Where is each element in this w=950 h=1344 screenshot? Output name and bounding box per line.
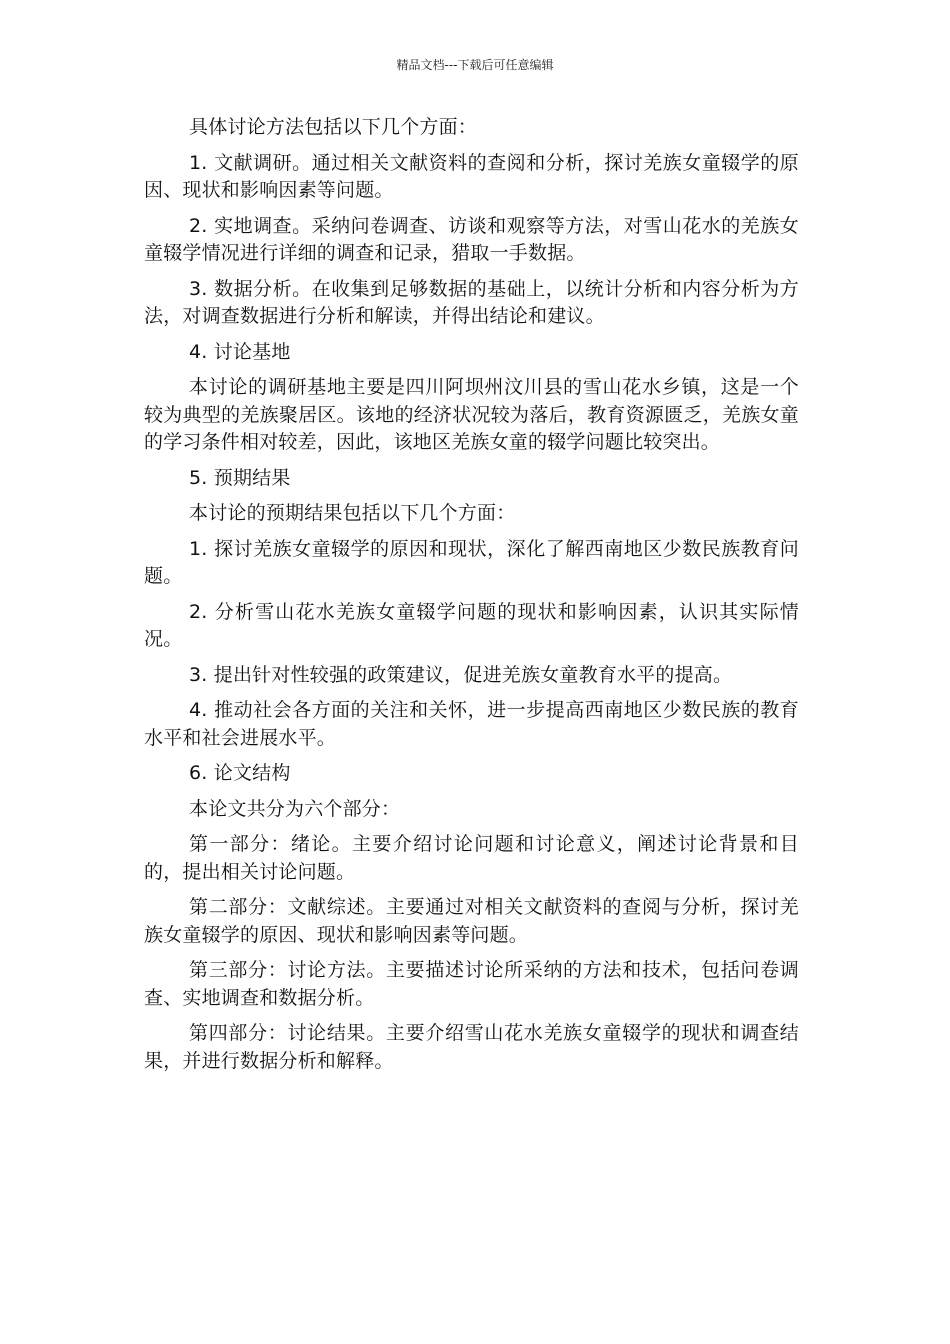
paragraph-result-4: 4. 推动社会各方面的关注和关怀，进一步提高西南地区少数民族的教育水平和社会进展水平。 (144, 699, 799, 749)
paragraph-part-2: 第二部分：文献综述。主要通过对相关文献资料的查阅与分析，探讨羌族女童辍学的原因、现状和影响因素等问题。 (144, 896, 799, 946)
paragraph-methods-intro: 具体讨论方法包括以下几个方面： (189, 116, 478, 138)
paragraph-part-1: 第一部分：绪论。主要介绍讨论问题和讨论意义，阐述讨论背景和目的，提出相关讨论问题。 (144, 833, 799, 883)
paragraph-base-description: 本讨论的调研基地主要是四川阿坝州汶川县的雪山花水乡镇，这是一个较为典型的羌族聚居区。该地的经济状况较为落后，教育资源匮乏，羌族女童的学习条件相对较差，因此，该地区羌族女童的辍学问题比较突出。 (144, 376, 799, 453)
paragraph-results-intro: 本讨论的预期结果包括以下几个方面： (189, 502, 516, 524)
document-body (144, 114, 799, 1083)
paragraph-result-3: 3. 提出针对性较强的政策建议，促进羌族女童教育水平的提高。 (189, 663, 733, 686)
paragraph-result-2: 2. 分析雪山花水羌族女童辍学问题的现状和影响因素，认识其实际情况。 (144, 600, 799, 650)
paragraph-part-3: 第三部分：讨论方法。主要描述讨论所采纳的方法和技术，包括问卷调查、实地调查和数据分析。 (144, 959, 799, 1009)
paragraph-result-1: 1. 探讨羌族女童辍学的原因和现状，深化了解西南地区少数民族教育问题。 (144, 537, 799, 587)
section-heading-base: 4. 讨论基地 (189, 340, 291, 363)
paragraph-structure-intro: 本论文共分为六个部分： (189, 797, 401, 820)
paragraph-method-analysis: 3. 数据分析。在收集到足够数据的基础上，以统计分析和内容分析为方法，对调查数据进行分析和解读，并得出结论和建议。 (144, 277, 799, 327)
section-heading-structure: 6. 论文结构 (189, 762, 291, 784)
paragraph-method-literature: 1. 文献调研。通过相关文献资料的查阅和分析，探讨羌族女童辍学的原因、现状和影响因素等问题。 (144, 151, 799, 201)
paragraph-method-fieldwork: 2. 实地调查。采纳问卷调查、访谈和观察等方法，对雪山花水的羌族女童辍学情况进行详细的调查和记录，猎取一手数据。 (144, 214, 799, 264)
page-header: 精品文档---下载后可任意编辑 (396, 58, 554, 72)
section-heading-expected-results: 5. 预期结果 (189, 466, 291, 489)
paragraph-part-4: 第四部分：讨论结果。主要介绍雪山花水羌族女童辍学的现状和调查结果，并进行数据分析和解释。 (144, 1022, 799, 1072)
